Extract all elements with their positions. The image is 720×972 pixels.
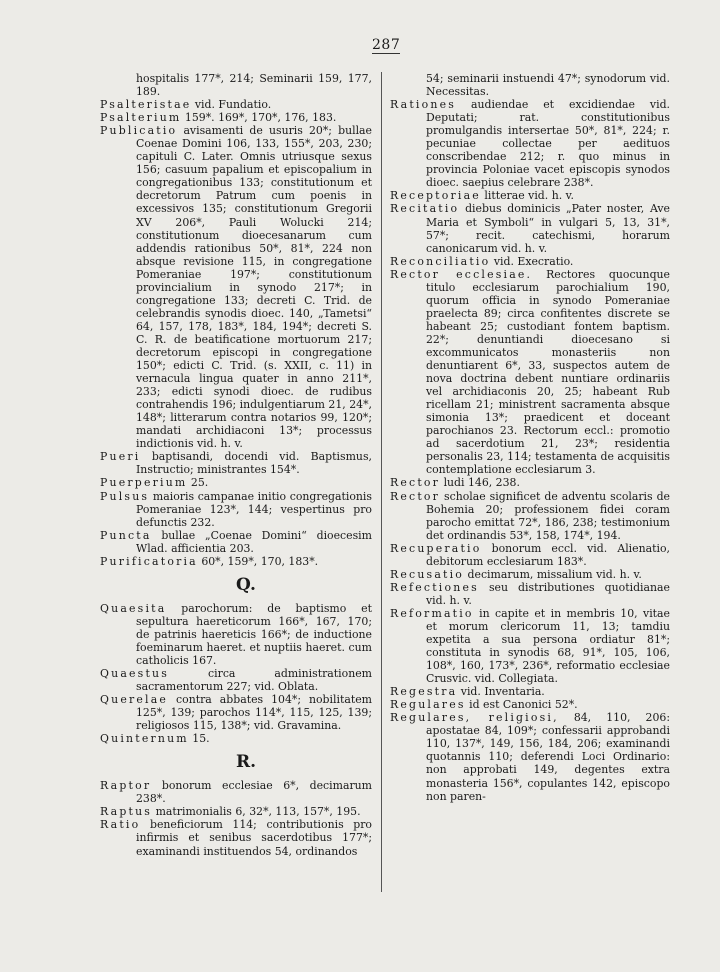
index-entry [100,693,372,732]
index-entry [390,685,670,698]
entry-text: 15. [192,732,210,746]
entry-text: parochorum: de baptismo et sepultura haereticorum 166*, 167, 170; de patrinis haereticis 166*; de inductione foeminarum haeret. et nuptiis haeret. cum catholicis 167. [136,601,372,667]
entry-headword: Psalteristae [100,98,192,112]
entry-headword: Ratio [100,818,141,832]
index-entry [100,779,372,805]
entry-text: bonorum eccl. vid. Alienatio, debitorum ecclesiarum 183*. [426,541,670,568]
index-entry [390,698,670,711]
entry-headword: Raptus [100,805,153,819]
entry-headword: Quinternum [100,732,189,746]
entry-text: maioris campanae initio congregationis Pomeraniae 123*, 144; vespertinus pro defunctis 232. [136,489,373,529]
index-entry [100,450,372,476]
index-entry [390,711,670,802]
entry-headword: Refectiones [390,580,479,594]
entry-text: 60*, 159*, 170, 183*. [201,554,319,568]
index-entry [100,818,372,857]
entry-text: decimarum, missalium vid. h. v. [467,567,642,581]
entry-headword: Quaestus [100,667,170,681]
index-entry [100,111,372,124]
entry-headword: Regulares [390,698,466,712]
index-entry [100,124,372,450]
entry-text: diebus dominicis „Pater noster, Ave Maria et Symboli“ in vulgari 5, 13, 31*, 57*; recit. catechismi, horarum canonicarum vid. h. v. [426,202,670,255]
column-divider [381,72,382,892]
section-letter-heading: Q. [236,574,256,595]
entry-text: ludi 146, 238. [443,476,520,490]
index-entry [390,268,670,477]
entry-text: 159*. 169*, 170*, 176, 183. [184,111,337,125]
index-entry [390,607,670,685]
entry-headword: Recitatio [390,202,460,216]
index-entry [100,602,372,667]
index-entry [100,98,372,111]
entry-text: hospitalis 177*, 214; Seminarii 159, 177, 189. [136,72,372,99]
index-entry [390,490,670,542]
entry-headword: Reconciliatio [390,254,491,268]
entry-text: vid. Inventaria. [460,685,545,699]
index-entry [390,542,670,568]
entry-text: in capite et in membris 10, vitae et morum clericorum 11, 13; tamdiu expetita a sua persona ordiatur 81*; constituta in synodis 68, 91*, 105, 106, 108*, 160, 173*, 236*, reformatio ecclesiae Crusvic. vid. Collegiata. [426,606,670,686]
entry-text: vid. Execratio. [493,254,574,268]
index-entry [390,72,670,98]
entry-text: bonorum ecclesiae 6*, decimarum 238*. [136,779,372,806]
entry-text: 84, 110, 206: apostatae 84, 109*; confessarii approbandi 110, 137*, 149, 156, 184, 206; examinandi quotannis 110; deferendi Loci Ordinario: non approbati 149, degentes extra monasteria 156*, copulantes 142, episcopo non paren- [426,711,670,803]
entry-headword: Regulares, religiosi, [390,711,559,725]
index-entry [390,476,670,489]
entry-headword: Rector [390,476,441,490]
entry-text: scholae significet de adventu scolaris de Bohemia 20; professionem fidei coram parocho emittat 72*, 186, 238; testimonium det ordinandis 53*, 158, 174*, 194. [426,489,670,542]
index-entry [100,667,372,693]
index-entry [100,490,372,529]
entry-headword: Pulsus [100,489,150,503]
entry-headword: Puerperium [100,476,188,490]
index-entry [390,581,670,607]
index-entry [100,72,372,98]
entry-headword: Querelae [100,693,169,707]
entry-headword: Puncta [100,528,152,542]
right-column [390,72,670,803]
page-number: 287 [372,37,401,53]
entry-text: avisamenti de usuris 20*; bullae Coenae Domini 106, 133, 155*, 203, 230; capituli C. Later. Omnis utriusque sexus 156; casuum papalium et episcopalium in congregationibus 133; constitutionum et decretorum Patrum cum poenis in excessivos 135; constitutionum Gregorii XV 206*, Pauli Wolucki 214; constitutionum dioecesanarum cum addendis rationibus 50*, 81*, 224 non absque revisione 115, in congregatione Pomeraniae 197*; constitutionum provincialium in synodo 217*; in congregatione 133; decreti C. Trid. de celebrandis synodis dioec. 140, „Tametsi“ 64, 157, 178, 183*, 184, 194*; decreti S. C. R. de beatificatione mortuorum 217; decretorum episcopi in congregatione 150*; edicti C. Trid. (s. XXII, c. 11) in vernacula lingua quater in anno 211*, 233; edicti synodi dioec. de rudibus contrahendis 196; indulgentiarum 21, 24*, 148*; litterarum contra notarios 99, 120*; mandati archidiaconi 13*; processus indictionis vid. h. v. [136,124,372,451]
entry-headword: Quaesita [100,601,167,615]
entry-text: baptisandi, docendi vid. Baptismus, Instructio; ministrantes 154*. [136,450,372,477]
entry-headword: Publicatio [100,124,178,138]
entry-text: vid. Fundatio. [194,98,272,112]
entry-text: id est Canonici 52*. [469,698,578,712]
entry-headword: Recusatio [390,567,465,581]
index-entry [390,98,670,189]
index-entry [100,529,372,555]
left-column [100,72,372,858]
index-entry [390,202,670,254]
entry-headword: Regestra [390,685,458,699]
entry-headword: Psalterium [100,111,182,125]
entry-text: 25. [190,476,209,490]
index-entry [390,568,670,581]
entry-headword: Raptor [100,779,152,793]
entry-text: contra abbates 104*; nobilitatem 125*, 139; parochos 114*, 115, 125, 139; religiosos 115, 138*; vid. Gravamina. [136,693,372,733]
index-entry [100,732,372,745]
entry-text: bullae „Coenae Domini“ dioecesim Wlad. afficientia 203. [136,528,372,555]
entry-headword: Rationes [390,98,457,112]
index-entry [100,555,372,568]
index-entry [390,189,670,202]
entry-headword: Rector ecclesiae. [390,267,533,281]
index-entry [390,255,670,268]
index-entry [100,805,372,818]
section-letter-heading: R. [235,752,257,773]
entry-text: matrimonialis 6, 32*, 113, 157*, 195. [155,805,361,819]
entry-text: circa administrationem sacramentorum 227; vid. Oblata. [136,667,373,694]
entry-headword: Reformatio [390,606,474,620]
entry-text: audiendae et excidiendae vid. Deputati; rat. constitutionibus promulgandis intersertae 50*, 81*, 224; r. pecuniae collectae per aedituos conscribendae 212; r. quo minus in provincia Poloniae vacet episcopis synodos dioec. saepius celebrare 238*. [426,98,670,190]
entry-text: seu distributiones quotidianae vid. h. v. [426,580,670,607]
entry-text: litterae vid. h. v. [484,189,574,203]
entry-headword: Receptoriae [390,189,481,203]
entry-headword: Rector [390,489,441,503]
entry-headword: Recuperatio [390,541,482,555]
index-entry [100,476,372,489]
entry-text: Rectores quocunque titulo ecclesiarum parochialium 190, quorum officia in synodo Pomeraniae praelecta 89; circa confitentes discrete se habeant 25; custodiant fontem baptism. 22*; denuntiandi dioecesano si excommunicatos monasteriis non denuntiarent 6*, 33, suspectos autem de nova doctrina debent nuntiare ordinariis vel archidiaconis 20, 25; habeant Rub ricellam 21; ministrent sacramenta absque simonia 13*; praedicent et doceant parochianos 23. Rectorum eccl.: promotio ad sacerdotium 21, 23*; residentia personalis 23, 114; testamenta de acquisitis contemplatione ecclesiarum 3. [426,267,671,477]
entry-headword: Purificatoria [100,554,198,568]
entry-text: 54; seminarii instuendi 47*; synodorum vid. Necessitas. [426,72,670,99]
entry-headword: Pueri [100,450,141,464]
entry-text: beneficiorum 114; contributionis pro infirmis et senibus sacerdotibus 177*; examinandi instituendos 54, ordinandos [136,818,372,858]
